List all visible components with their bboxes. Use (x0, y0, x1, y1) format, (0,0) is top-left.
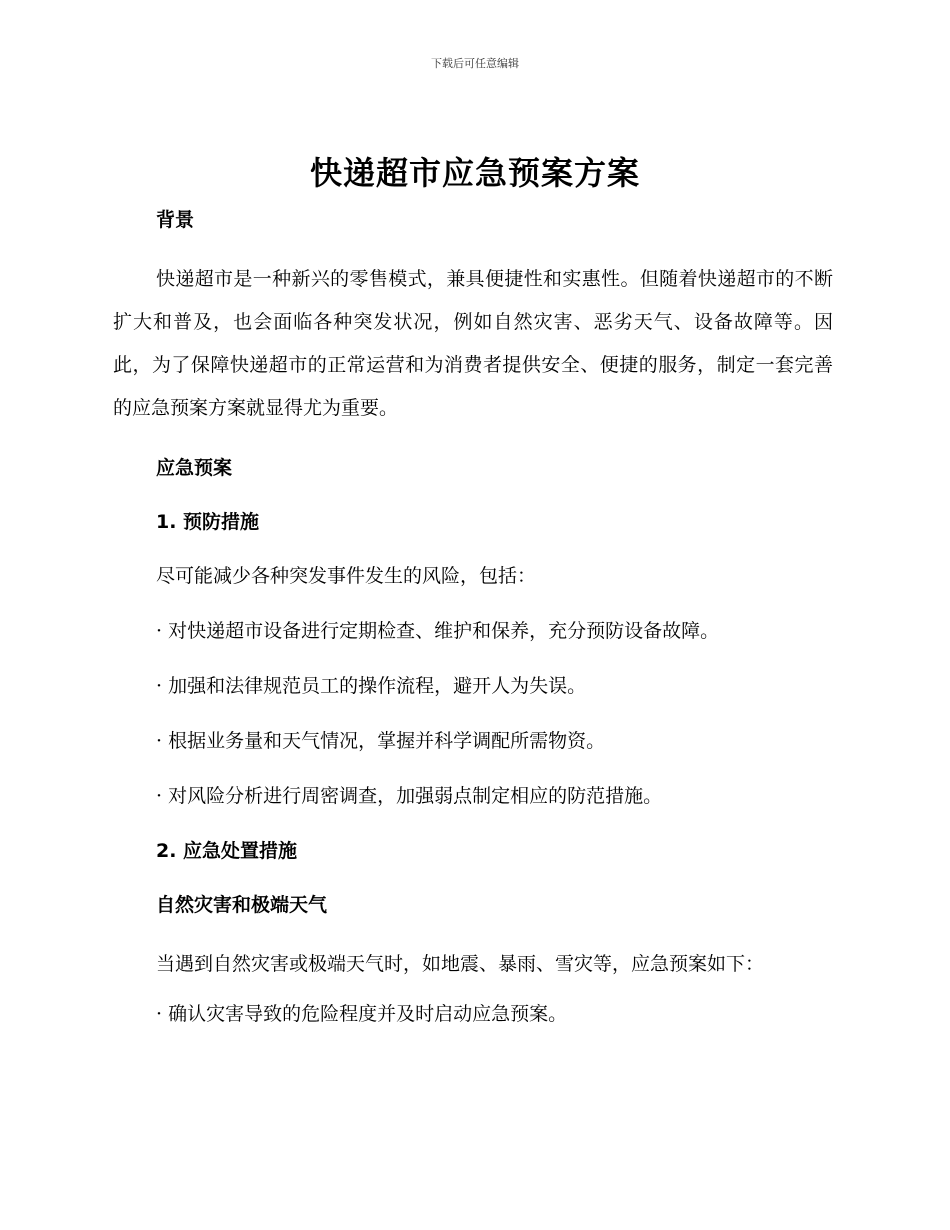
list-item: · 加强和法律规范员工的操作流程，避开人为失误。 (156, 675, 587, 697)
document-body (113, 204, 833, 1053)
header-note: 下载后可任意编辑 (431, 57, 519, 70)
prevention-intro: 尽可能减少各种突发事件发生的风险，包括： (156, 565, 537, 587)
document-title: 快递超市应急预案方案 (309, 154, 640, 192)
plan-heading: 应急预案 (156, 457, 233, 479)
background-paragraph: 快递超市是一种新兴的零售模式，兼具便捷性和实惠性。但随着快递超市的不断扩大和普及，也会面临各种突发状况，例如自然灾害、恶劣天气、设备故障等。因此，为了保障快递超市的正常运营和为消费者提供安全、便捷的服务，制定一套完善的应急预案方案就显得尤为重要。 (113, 268, 833, 419)
prevention-heading: 1. 预防措施 (156, 511, 260, 533)
list-item: · 根据业务量和天气情况，掌握并科学调配所需物资。 (156, 730, 606, 752)
list-item: · 对风险分析进行周密调查，加强弱点制定相应的防范措施。 (156, 785, 663, 807)
background-heading: 背景 (156, 209, 195, 231)
response-heading: 2. 应急处置措施 (156, 840, 298, 862)
disaster-paragraph: 当遇到自然灾害或极端天气时，如地震、暴雨、雪灾等，应急预案如下： (156, 953, 765, 975)
list-item: · 确认灾害导致的危险程度并及时启动应急预案。 (156, 1003, 568, 1025)
disaster-heading: 自然灾害和极端天气 (156, 894, 328, 916)
list-item: · 对快递超市设备进行定期检查、维护和保养，充分预防设备故障。 (156, 620, 720, 642)
